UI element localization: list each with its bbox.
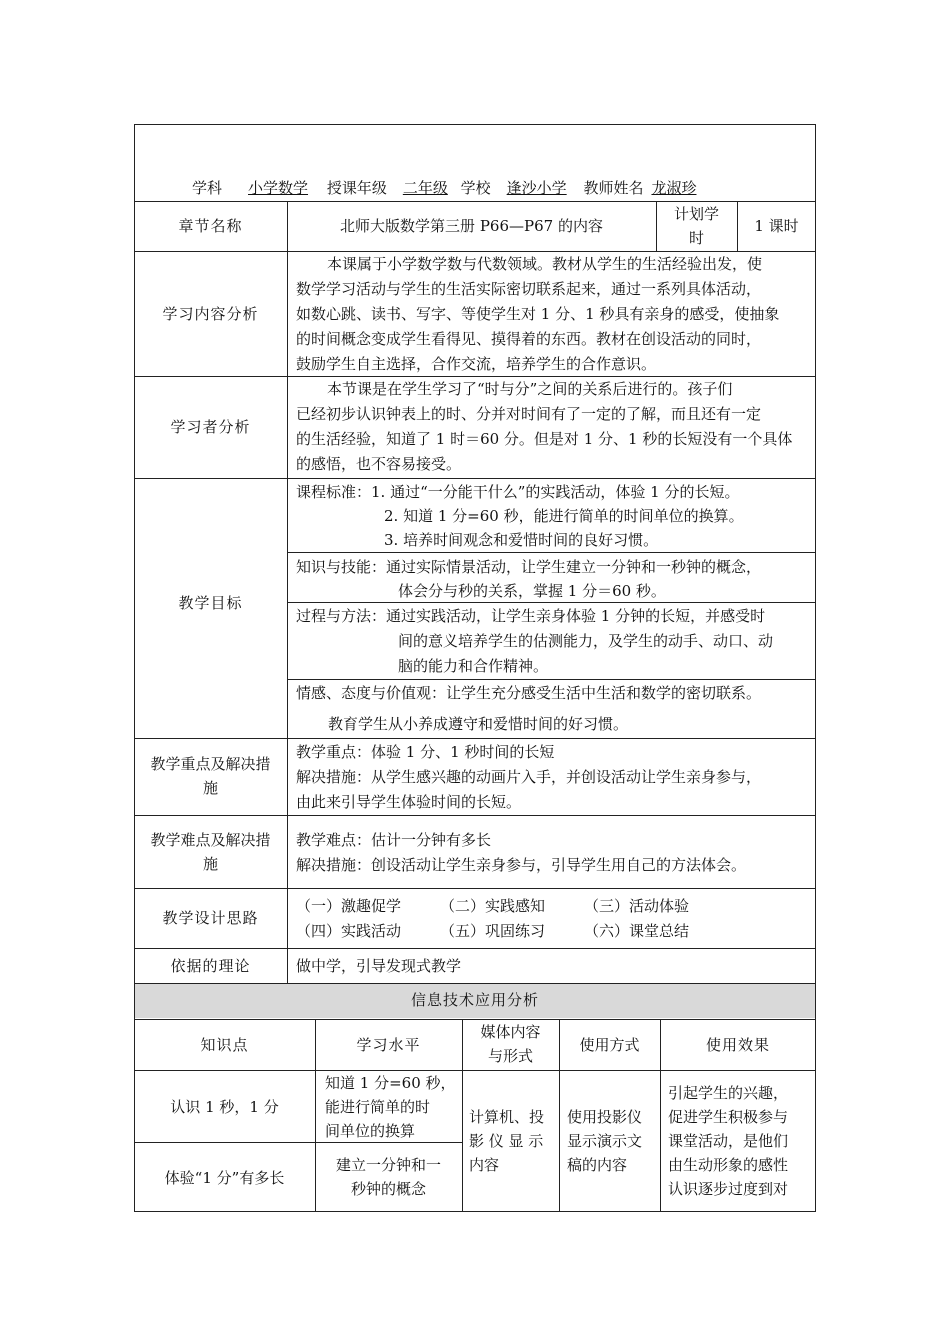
design-item: （五）巩固练习 — [440, 922, 546, 940]
subject-label: 学科 — [192, 179, 223, 197]
teacher-value: 龙淑珍 — [651, 179, 697, 197]
divider — [287, 679, 816, 680]
key-points-label-1: 教学重点及解决措 — [150, 755, 271, 773]
plan-label-2: 时 — [688, 229, 704, 247]
school-value: 逢沙小学 — [506, 179, 567, 197]
theory-label: 依据的理论 — [170, 957, 251, 975]
content-line: 鼓励学生自主选择，合作交流，培养学生的合作意识。 — [296, 355, 657, 373]
col-header-level: 学习水平 — [356, 1036, 421, 1054]
knowledge-line: 体会分与秒的关系，掌握 1 分＝60 秒。 — [398, 582, 666, 600]
chapter-value: 北师大版数学第三册 P66—P67 的内容 — [340, 217, 603, 235]
row1-point: 认识 1 秒，1 分 — [170, 1098, 279, 1116]
usage-line: 使用投影仪 — [567, 1108, 643, 1126]
standard-line: 课程标准：1. 通过“一分能干什么”的实践活动，体验 1 分的长短。 — [296, 483, 740, 501]
emotion-line: 教育学生从小养成遵守和爱惜时间的好习惯。 — [328, 715, 629, 733]
grade-value: 二年级 — [402, 179, 448, 197]
usage-line: 稿的内容 — [567, 1156, 628, 1174]
key-point-line: 解决措施：从学生感兴趣的动画片入手，并创设活动让学生亲身参与， — [296, 768, 762, 786]
design-item: （六）课堂总结 — [584, 922, 690, 940]
process-line: 脑的能力和合作精神。 — [398, 657, 549, 675]
effect-line: 认识逐步过度到对 — [668, 1180, 789, 1198]
effect-line: 由生动形象的感性 — [668, 1156, 789, 1174]
content-line: 的时间概念变成学生看得见、摸得着的东西。教材在创设活动的同时， — [296, 330, 762, 348]
row1-level-line: 间单位的换算 — [325, 1122, 416, 1140]
col-header-usage: 使用方式 — [579, 1036, 640, 1054]
row2-level-line: 建立一分钟和一 — [335, 1156, 441, 1174]
divider — [134, 815, 816, 816]
col-header-point: 知识点 — [200, 1036, 249, 1054]
school-label: 学校 — [460, 179, 491, 197]
difficult-points-label-1: 教学难点及解决措 — [150, 831, 271, 849]
media-line: 影 仪 显 示 — [469, 1132, 544, 1150]
divider — [134, 888, 816, 889]
learner-analysis-label: 学习者分析 — [170, 418, 251, 436]
media-line: 内容 — [469, 1156, 500, 1174]
key-point-line: 由此来引导学生体验时间的长短。 — [296, 793, 522, 811]
emotion-line: 情感、态度与价值观：让学生充分感受生活中生活和数学的密切联系。 — [296, 684, 762, 702]
key-point-line: 教学重点：体验 1 分、1 秒时间的长短 — [296, 743, 555, 761]
learner-line: 的生活经验，知道了 1 时＝60 分。但是对 1 分、1 秒的长短没有一个具体 — [296, 430, 793, 448]
subject-value: 小学数学 — [248, 179, 309, 197]
standard-line: 2. 知道 1 分=60 秒，能进行简单的时间单位的换算。 — [384, 507, 744, 525]
learner-line: 已经初步认识钟表上的时、分并对时间有了一定的了解，而且还有一定 — [296, 405, 762, 423]
knowledge-line: 知识与技能：通过实际情景活动，让学生建立一分钟和一秒钟的概念， — [296, 558, 762, 576]
chapter-label: 章节名称 — [178, 217, 243, 235]
process-line: 过程与方法：通过实践活动，让学生亲身体验 1 分钟的长短，并感受时 — [296, 607, 766, 625]
design-item: （四）实践活动 — [296, 922, 402, 940]
learner-line: 本节课是在学生学习了“时与分”之间的关系后进行的。孩子们 — [327, 380, 733, 398]
effect-line: 课堂活动，是他们 — [668, 1132, 789, 1150]
row2-level-line: 秒钟的概念 — [350, 1180, 426, 1198]
divider — [134, 478, 816, 479]
plan-label-1: 计划学 — [673, 205, 719, 223]
objectives-label: 教学目标 — [178, 594, 243, 612]
header-line — [192, 176, 718, 201]
theory-value: 做中学，引导发现式教学 — [296, 957, 462, 975]
difficult-point-line: 教学难点：估计一分钟有多长 — [296, 831, 492, 849]
content-line: 本课属于小学数学数与代数领域。教材从学生的生活经验出发，使 — [327, 255, 763, 273]
row2-point: 体验“1 分”有多长 — [164, 1169, 285, 1187]
row1-level-line: 能进行简单的时 — [325, 1098, 431, 1116]
design-item: （一）激趣促学 — [296, 897, 402, 915]
difficult-points-label-2: 施 — [202, 855, 218, 873]
difficult-point-line: 解决措施：创设活动让学生亲身参与，引导学生用自己的方法体会。 — [296, 856, 747, 874]
it-section-title: 信息技术应用分析 — [410, 991, 539, 1009]
design-label: 教学设计思路 — [162, 909, 259, 927]
effect-line: 引起学生的兴趣， — [668, 1084, 789, 1102]
usage-line: 显示演示文 — [567, 1132, 643, 1150]
content-line: 如数心跳、读书、写字、等使学生对 1 分、1 秒具有亲身的感受，使抽象 — [296, 305, 780, 323]
standard-line: 3. 培养时间观念和爱惜时间的良好习惯。 — [384, 531, 659, 549]
media-line: 计算机、投 — [469, 1108, 545, 1126]
divider — [134, 948, 816, 949]
divider — [134, 1070, 816, 1071]
learner-line: 的感悟，也不容易接受。 — [296, 455, 462, 473]
divider — [287, 201, 288, 983]
row1-level-line: 知道 1 分=60 秒， — [325, 1074, 456, 1092]
col-header-effect: 使用效果 — [705, 1036, 770, 1054]
content-line: 数学学习活动与学生的生活实际密切联系起来，通过一系列具体活动， — [296, 280, 762, 298]
plan-value: 1 课时 — [754, 217, 799, 235]
design-item: （三）活动体验 — [584, 897, 690, 915]
content-analysis-label: 学习内容分析 — [162, 305, 259, 323]
teacher-label: 教师姓名 — [583, 179, 644, 197]
key-points-label-2: 施 — [202, 779, 218, 797]
col-header-media-1: 媒体内容 — [480, 1023, 541, 1041]
process-line: 间的意义培养学生的估测能力，及学生的动手、动口、动 — [398, 632, 774, 650]
effect-line: 促进学生积极参与 — [668, 1108, 789, 1126]
design-item: （二）实践感知 — [440, 897, 546, 915]
col-header-media-2: 与形式 — [487, 1047, 533, 1065]
divider — [134, 738, 816, 739]
grade-label: 授课年级 — [326, 179, 387, 197]
